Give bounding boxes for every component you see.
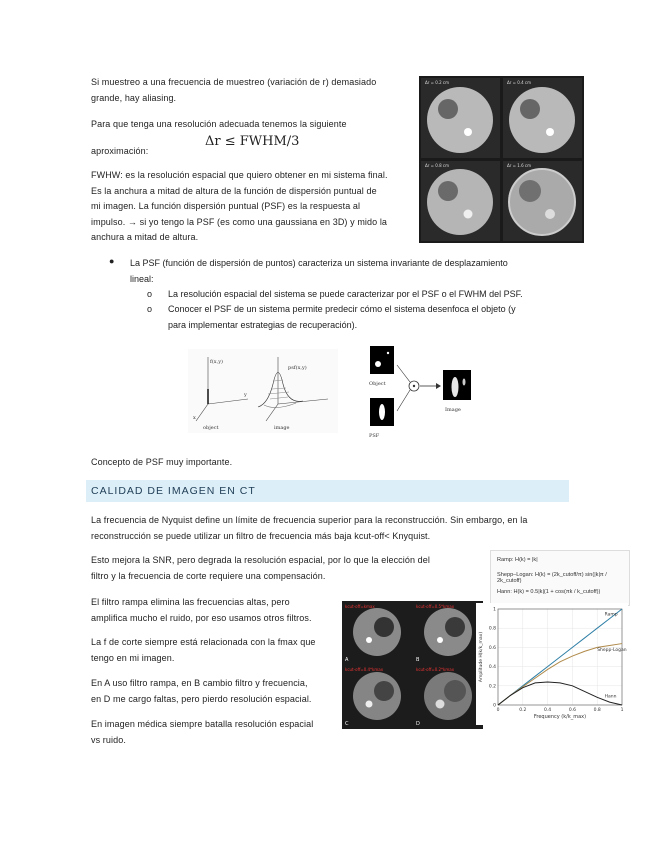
filter-formulas-box (490, 550, 630, 606)
paragraph-resolution-noise: En imagen médica siempre batalla resolución espacial vs ruido. (91, 719, 314, 745)
psf-3d-figure (188, 349, 338, 433)
ct-letter-c: C (345, 721, 349, 727)
phantom-grid (419, 76, 584, 243)
psf-psfxy-label: psf(x,y) (288, 365, 307, 371)
formula-hann: Hann: H(k) = 0.5|k|(1 + cos(πk / k_cutoff)) (497, 589, 601, 595)
paragraph-snr: Esto mejora la SNR, pero degrada la resolución espacial, por lo que la elección del filtro y la frecuencia de corte requiere una compensación. (91, 555, 430, 581)
psf-object-label: object (203, 425, 219, 431)
psf-3d-drawing (188, 349, 338, 433)
formula-fwhm: Δr ≤ FWHM/3 (205, 134, 300, 149)
convolution-drawing (361, 343, 473, 443)
section-header: CALIDAD DE IMAGEN EN CT (86, 480, 569, 502)
x-tick-label: 0.4 (544, 708, 552, 713)
phantom-panel-3 (421, 161, 500, 241)
paragraph-filters-comparison: En A uso filtro rampa, en B cambio filtro y frecuencia, en D me cargo faltas, pero pierdo resolución espacial. (91, 678, 312, 704)
x-tick-label: 0.2 (519, 708, 527, 713)
bullet-dot: ● (109, 256, 115, 266)
x-tick-label: 0.8 (593, 708, 601, 713)
series-line-hann (498, 682, 622, 705)
ct-label-b: kcut-off=0.5*kmax (416, 604, 455, 609)
series-label: Shepp-Logan (597, 648, 627, 654)
phantom-label-4: Δr = 1.6 cm (507, 163, 532, 168)
y-tick-label: 1 (493, 607, 496, 613)
y-tick-label: 0.6 (488, 645, 496, 651)
conv-object-label: Object (369, 381, 386, 387)
ct-letter-d: D (416, 721, 420, 727)
phantom-label-3: Δr = 0.8 cm (425, 163, 450, 168)
series-label: Hann (604, 694, 617, 700)
ct-panel-c (353, 672, 401, 720)
paragraph-resolution: Para que tenga una resolución adecuada tenemos la siguiente (91, 119, 347, 129)
phantom-sampling-figure (419, 76, 584, 243)
ct-letter-a: A (345, 657, 349, 663)
psf-image-label: image (274, 425, 290, 431)
conv-psf-label: PSF (369, 433, 380, 439)
ct-panel-b (424, 608, 472, 656)
psf-y-label: y (244, 392, 247, 398)
phantom-panel-1 (421, 78, 500, 158)
ct-panel-d (424, 672, 472, 720)
ct-label-d: kcut-off=0.2*kmax (416, 667, 455, 672)
y-tick-label: 0.4 (488, 665, 496, 671)
conv-image-label: Image (445, 407, 461, 413)
x-tick-label: 0.6 (568, 708, 576, 713)
psf-fxy-label: f(x,y) (210, 359, 223, 365)
x-tick-label: 1 (620, 708, 624, 713)
phantom-panel-2 (503, 78, 582, 158)
x-tick-label: 0 (496, 708, 500, 713)
y-axis-label: Amplitude H(k/k_max) (479, 631, 484, 683)
x-axis-label: Frequency (k/k_max) (533, 714, 587, 720)
y-tick-label: 0.8 (488, 626, 496, 632)
series-label: Ramp (604, 612, 618, 618)
sub-bullet-marker: o (147, 304, 153, 314)
phantom-label-1: Δr = 0.2 cm (425, 80, 450, 85)
ct-filter-grid (342, 601, 483, 729)
sub-bullet-marker: o (147, 289, 153, 299)
paragraph-aliasing: Si muestreo a una frecuencia de muestreo (variación de r) demasiado grande, hay aliasing. (91, 77, 377, 103)
paragraph-psf-concept: Concepto de PSF muy importante. (91, 457, 233, 467)
paragraph-approximation: aproximación: (91, 146, 149, 156)
convolution-figure (361, 343, 473, 443)
paragraph-ramp-filter: El filtro rampa elimina las frecuencias altas, pero amplifica mucho el ruido, por eso usamos otros filtros. (91, 597, 312, 623)
ct-label-c: kcut-off=0.4*kmax (345, 667, 384, 672)
y-tick-label: 0 (493, 703, 496, 709)
formula-ramp: Ramp: H(k) = |k| (497, 557, 538, 563)
ct-label-a: kcut-off=kmax (345, 604, 375, 609)
formula-shepp-logan: Shepp–Logan: H(k) = (2k_cutoff/π) sin(|k|π / 2k_cutoff) (497, 572, 607, 584)
ct-letter-b: B (416, 657, 420, 663)
filter-chart (476, 603, 628, 725)
ct-filter-figure (342, 601, 483, 729)
phantom-panel-4 (503, 161, 582, 241)
filter-chart-svg (476, 603, 628, 725)
paragraph-nyquist: La frecuencia de Nyquist define un límite de frecuencia superior para la reconstrucción. Sin embargo, en la reconstrucción se puede utilizar un filtro de frecuencia más baja kcut-off< Knyquist. (91, 515, 528, 541)
paragraph-cutoff: La f de corte siempre está relacionada con la fmax que tengo en mi imagen. (91, 637, 316, 663)
psf-x-label: x (193, 415, 196, 421)
paragraph-fwhw: FWHW: es la resolución espacial que quiero obtener en mi sistema final. Es la anchura a mitad de altura de la función de dispersión puntual de mi imagen. La función dispersión puntual (PSF) es la respuesta al impulso. → si yo tengo la PSF (es como una gaussiana en 3D) y mido la anchura a mitad de altura. (91, 170, 388, 242)
phantom-label-2: Δr = 0.4 cm (507, 80, 532, 85)
y-tick-label: 0.2 (488, 684, 496, 690)
ct-panel-a (353, 608, 401, 656)
